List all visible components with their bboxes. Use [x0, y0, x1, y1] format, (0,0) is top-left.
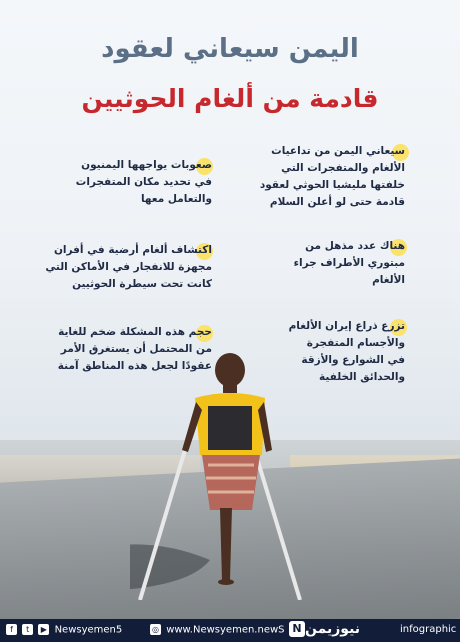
title-line-1: اليمن سيعاني لعقود	[101, 34, 359, 64]
twitter-icon[interactable]: t	[22, 624, 33, 635]
fact-line: اكتشاف ألغام أرضية في أفران	[53, 244, 212, 256]
fact-line: في الشوارع والأزقة	[301, 354, 405, 366]
social-group	[6, 624, 122, 636]
fact-line: هناك عدد مذهل من	[305, 240, 405, 252]
youtube-icon[interactable]: ▶	[38, 624, 49, 635]
fact-line: مبتوري الأطراف جراء	[293, 257, 405, 269]
fact-left-1	[32, 157, 212, 208]
facebook-icon[interactable]: f	[6, 624, 17, 635]
fact-line: كانت تحت سيطرة الحوثيين	[72, 278, 212, 290]
fact-line: في تحديد مكان المتفجرات	[75, 176, 212, 188]
brand-mark: N	[289, 621, 305, 637]
fact-line: والتعامل معها	[140, 193, 212, 205]
title-line-2: قادمة من ألغام الحوثيين	[81, 84, 379, 113]
fact-line: والأجسام المتفجرة	[306, 337, 405, 349]
fact-line: قادمة حتى لو أعلن السلام	[269, 196, 405, 208]
brand-logo	[286, 621, 360, 637]
fact-left-2	[32, 242, 212, 293]
fact-line: الألغام والمتفجرات التي	[281, 162, 405, 174]
fact-line: حجم هذه المشكلة ضخم للغاية	[58, 326, 212, 338]
fact-right-2	[235, 238, 405, 289]
footer-bar	[0, 619, 460, 642]
fact-line: عقودًا لجعل هذه المناطق آمنة	[57, 360, 212, 372]
fact-line: صعوبات يواجهها اليمنيون	[81, 159, 212, 171]
globe-icon: ◎	[150, 624, 161, 635]
infographic-tag: infographic	[400, 624, 457, 635]
website-link[interactable]	[150, 624, 285, 636]
boy-on-crutches-image	[130, 350, 310, 600]
fact-line: والحدائق الخلفية	[319, 371, 405, 383]
social-handle: Newsyemen5	[54, 624, 123, 636]
fact-line: الألغام	[372, 274, 405, 286]
fact-line: تزرع ذراع إيران الألغام	[288, 320, 405, 332]
fact-line: من المحتمل أن يستغرق الأمر	[60, 343, 212, 355]
fact-line: خلفتها مليشيا الحوثي لعقود	[259, 179, 405, 191]
fact-line: مجهزة للانفجار في الأماكن التي	[45, 261, 212, 273]
fact-right-1	[235, 143, 405, 211]
brand-name: نيوزيمن	[305, 621, 361, 637]
fact-line: سيعاني اليمن من تداعيات	[271, 145, 405, 157]
website-url: www.Newsyemen.newS	[166, 624, 285, 636]
